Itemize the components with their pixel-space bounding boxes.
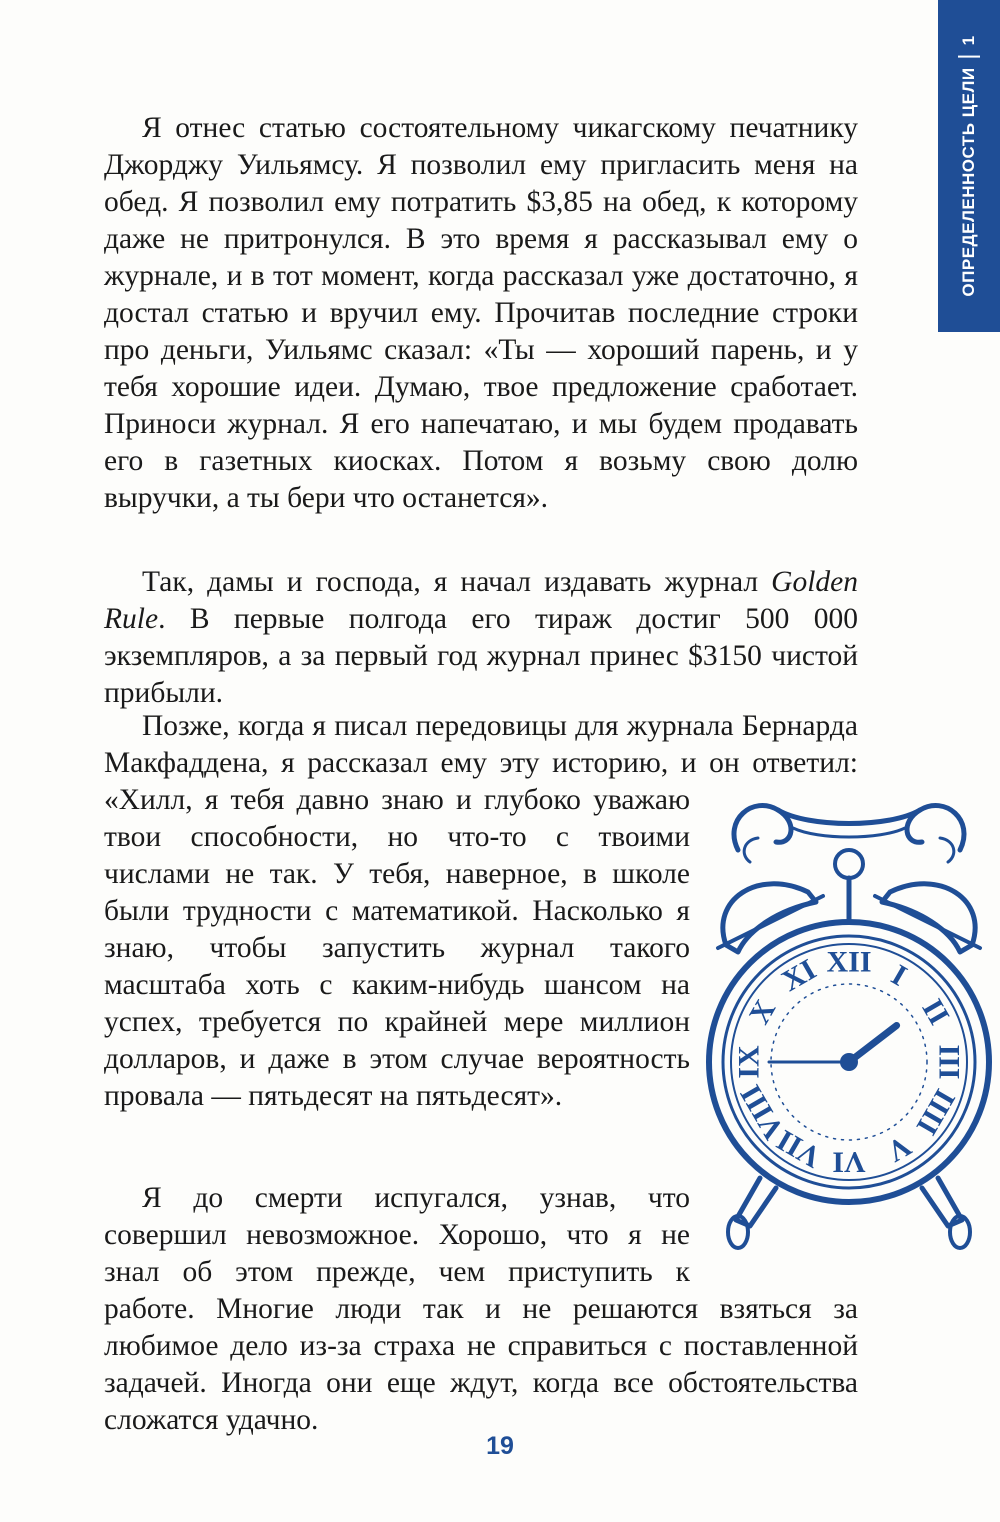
chapter-number: 1 [959,35,978,46]
clock-center-pin [840,1053,858,1071]
clock-numeral: VIII [733,1079,791,1145]
paragraph-1 [104,110,858,517]
paragraph-2-before: Так, дамы и господа, я начал издавать журнал [142,566,772,598]
page-number: 19 [486,1432,514,1460]
clock-numeral: IX [732,1045,766,1079]
clock-numeral: VI [832,1145,866,1179]
paragraph-2 [104,564,858,712]
clock-numeral: II [915,993,956,1031]
paragraph-3-lead: Позже, когда я писал передовицы для журнала Бернарда Макфаддена, я рассказал ему эту историю, и он ответил: [104,710,858,779]
clock-numeral: V [881,1128,917,1169]
clock-numeral: IIII [909,1083,962,1141]
magazine-title: Golden Rule [104,566,858,635]
paragraph-4-text: Я до смерти испугался, узнав, что совершил невозможное. Хорошо, что я не знал об этом прежде, чем приступить к работе. Многие люди так и не решаются взяться за любимое дело из-за страха не справиться с поставленной задачей. Иногда они еще ждут, когда все обстоятельства сложатся удачно. [104,1182,858,1436]
clock-numeral: X [742,994,783,1030]
clock-numeral: XI [776,952,822,999]
clock-numeral: I [885,958,913,993]
clock-numeral: VII [771,1123,827,1175]
chapter-tab-label [958,35,980,296]
clock-numeral: III [932,1044,966,1080]
paragraph-2-text [104,564,858,712]
clock-hour-hand [849,1025,897,1062]
tab-separator [958,55,980,57]
paragraph-3-quote: «Хилл, я тебя давно знаю и глубоко уважаю твои способности, но что-то с твоими числами не так. У тебя, наверное, в школе были трудности с математикой. Насколько я знаю, чтобы запустить журнал такого масштаба хоть с каким-нибудь шансом на успех, требуется по крайней мере миллион долларов, и даже в этом случае вероятность провала — пятьдесят на пятьдесят». [104,784,690,1112]
chapter-title: ОПРЕДЕЛЕННОСТЬ ЦЕЛИ [959,67,978,297]
paragraph-2-after: . В первые полгода его тираж достиг 500 000 экземпляров, а за первый год журнал принес $3150 чистой прибыли. [104,603,858,709]
paragraph-1-text: Я отнес статью состоятельному чикагскому печатнику Джорджу Уильямсу. Я позволил ему пригласить меня на обед. Я позволил ему потратить $3,85 на обед, к которому даже не притронулся. В это время я рассказывал ему о журнале, и в тот момент, когда рассказал уже достаточно, я достал статью и вручил ему. Прочитав последние строки про деньги, Уильямс сказал: «Ты — хороший парень, и у тебя хорошие идеи. Думаю, твое предложение сработает. Приноси журнал. Я его напечатаю, и мы будем продавать его в газетных киосках. Потом я возьму свою долю выручки, а ты бери что останется». [104,112,858,514]
chapter-side-tab [938,0,1000,332]
clock-numeral: XII [826,945,872,979]
alarm-clock-icon [698,780,1000,1280]
clock-hands [769,1025,897,1071]
